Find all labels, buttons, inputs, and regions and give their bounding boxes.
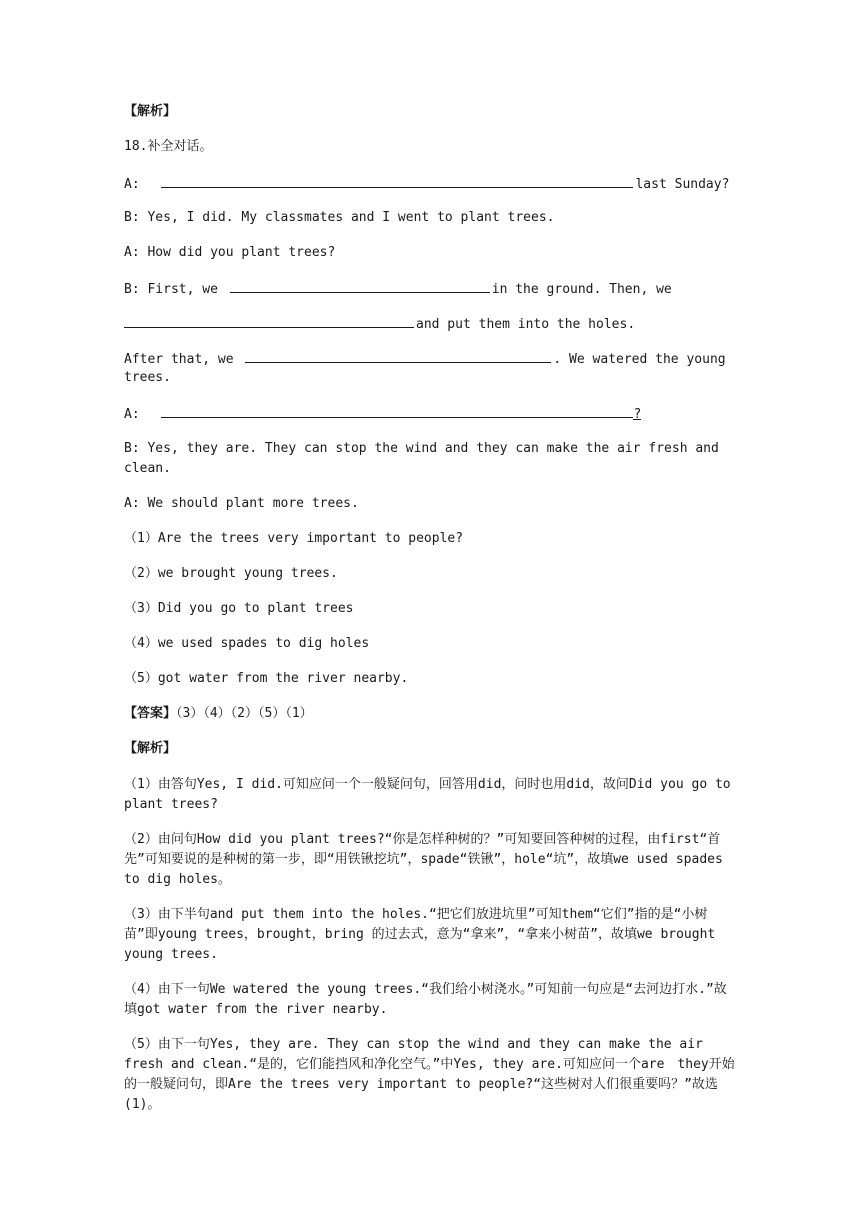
answer-line (124, 704, 313, 724)
dialogue-line-9: A: We should plant more trees. (124, 496, 359, 511)
option-5: （5）got water from the river nearby. (124, 671, 409, 686)
analysis-item-4: （4）由下一句We watered the young trees.“我们给小树浇水。”可知前一句应是“去河边打水.”故填got water from the river nearby. (124, 982, 727, 1017)
dialogue-line-1-end: last Sunday? (635, 177, 730, 192)
analysis-item-2: （2）由问句How did you plant trees?“你是怎样种树的？”可知要回答种树的过程，由first“首先”可知要说的是种树的第一步，即“用铁锹挖坑”，spade“铁锹”，hole“坑”，故填we used spades to dig holes。 (124, 832, 723, 887)
dialogue-line-5-end: and put them into the holes. (416, 317, 636, 332)
dialogue-line-5 (124, 313, 635, 335)
blank-3 (124, 313, 414, 328)
dialogue-line-6 (124, 348, 726, 370)
answer-value: （3）（4）（2）（5）（1） (176, 706, 313, 721)
dialogue-line-3: A: How did you plant trees? (124, 245, 336, 260)
blank-5 (161, 403, 633, 418)
dialogue-line-4-start: B: First, we (124, 282, 218, 297)
dialogue-line-8: B: Yes, they are. They can stop the wind and they can make the air fresh and clean. (124, 441, 719, 476)
speaker-a-2: A: (124, 407, 140, 422)
blank-2 (230, 278, 490, 293)
option-3: （3）Did you go to plant trees (124, 601, 354, 616)
analysis-label: 【解析】 (124, 741, 177, 756)
option-1: （1）Are the trees very important to people? (124, 531, 464, 546)
question-title: 18.补全对话。 (124, 139, 213, 154)
dialogue-line-6-end: . We watered the young (553, 352, 726, 367)
dialogue-line-6-start: After that, we (124, 352, 234, 367)
dialogue-line-4 (124, 278, 672, 300)
analysis-item-5: （5）由下一句Yes, they are. They can stop the wind and they can make the air fresh and clean.“是的，它们能挡风和净化空气。”中Yes, they are.可知应问一个are they开始的一般疑问句，即Are the trees very important to people?“这些树对人们很重要吗？”故选(1)。 (124, 1037, 735, 1112)
analysis-item-3: （3）由下半句and put them into the holes.“把它们放进坑里”可知them“它们”指的是“小树苗”即young trees，brought，bring 的过去式，意为“拿来”，“拿来小树苗”，故填we brought young trees. (124, 907, 716, 962)
analysis-item-1: （1）由答句Yes, I did.可知应问一个一般疑问句，回答用did，问时也用did，故问Did you go to plant trees? (124, 777, 731, 812)
dialogue-line-6-wrap: trees. (124, 370, 171, 385)
analysis-header: 【解析】 (124, 104, 177, 119)
dialogue-line-4-end: in the ground. Then, we (491, 282, 672, 297)
speaker-a: A: (124, 177, 140, 192)
dialogue-line-7-end: ? (633, 407, 642, 422)
option-4: （4）we used spades to dig holes (124, 636, 370, 651)
blank-4 (245, 348, 551, 363)
answer-label: 【答案】 (124, 706, 177, 721)
dialogue-line-1 (124, 173, 729, 195)
option-2: （2）we brought young trees. (124, 566, 338, 581)
blank-1 (161, 173, 633, 188)
dialogue-line-7 (124, 403, 643, 425)
dialogue-line-2: B: Yes, I did. My classmates and I went to plant trees. (124, 210, 555, 225)
